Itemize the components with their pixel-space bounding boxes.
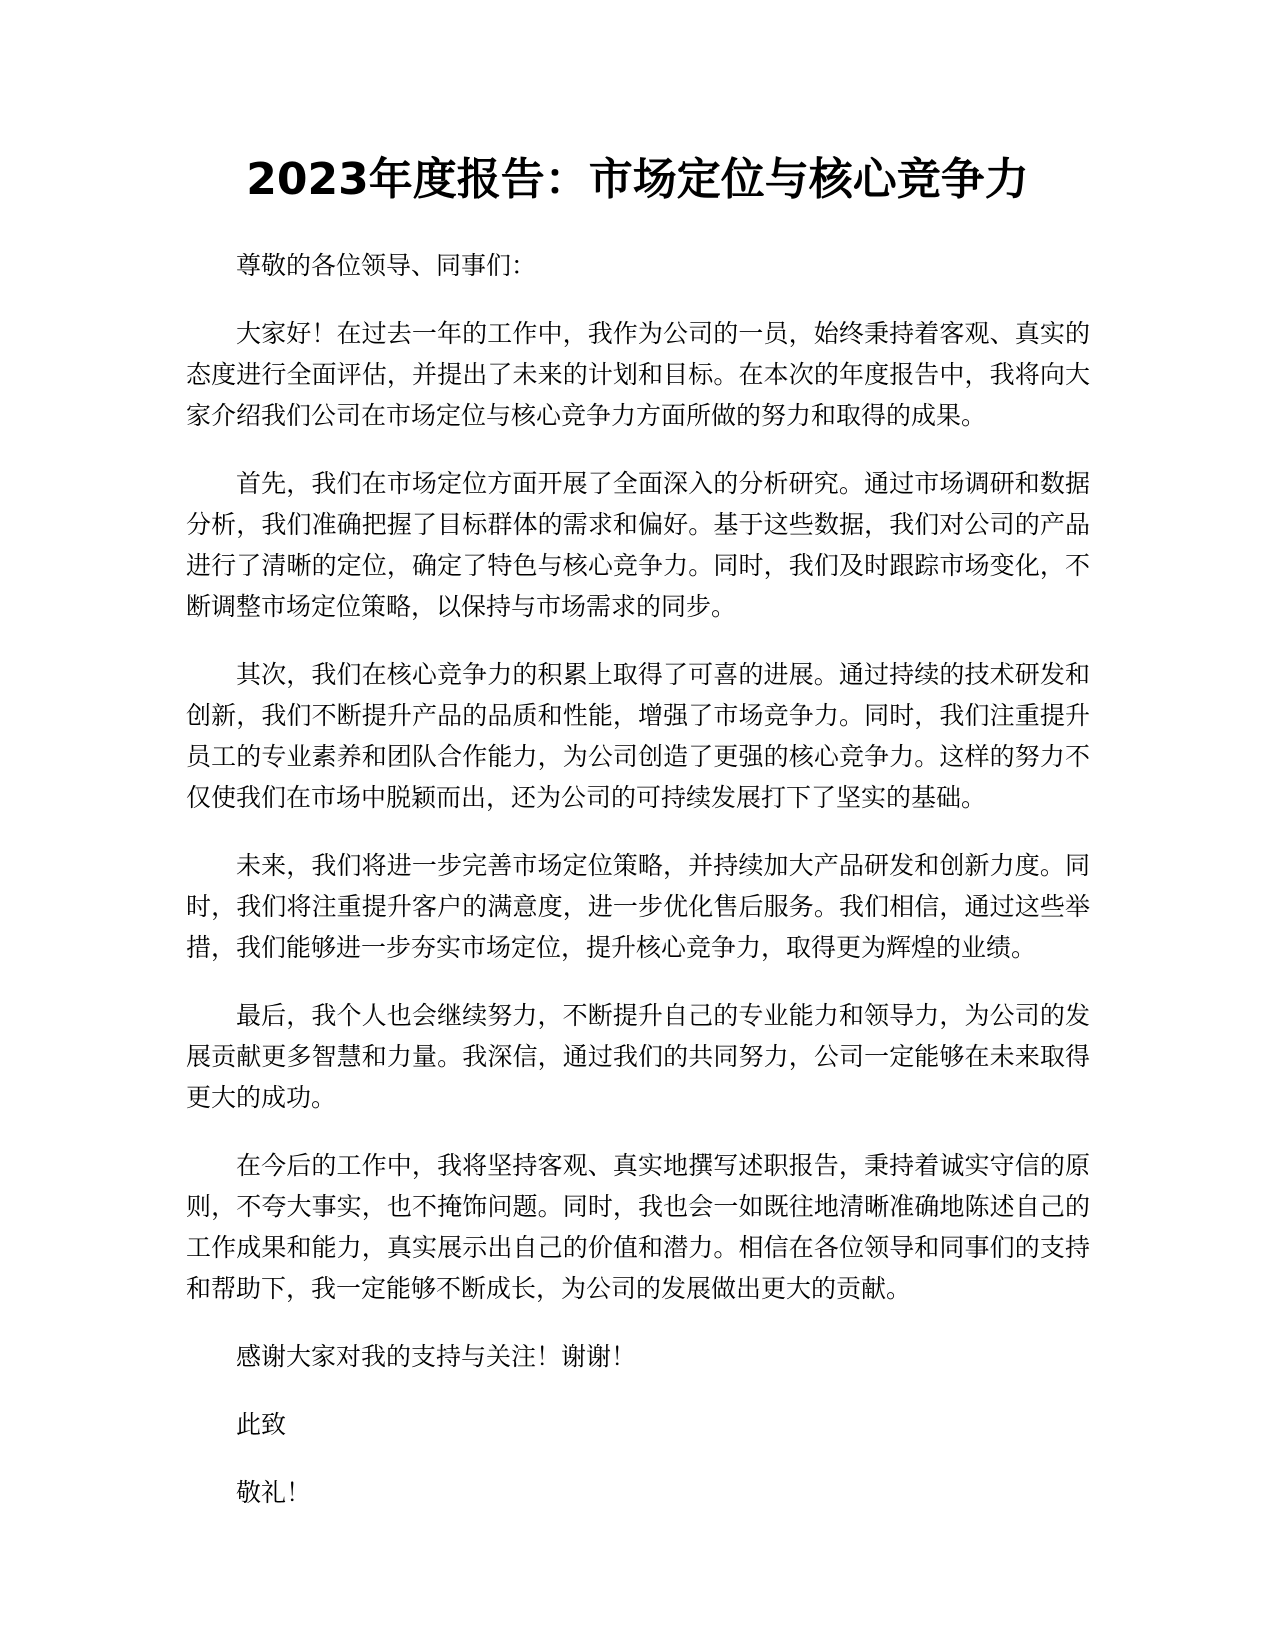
closing-line-1: 此致 — [236, 1410, 287, 1439]
paragraph-4: 未来，我们将进一步完善市场定位策略，并持续加大产品研发和创新力度。同时，我们将注重提升客户的满意度，进一步优化售后服务。我们相信，通过这些举措，我们能够进一步夯实市场定位，提升核心竞争力，取得更为辉煌的业绩。 — [186, 851, 1090, 962]
paragraph-2: 首先，我们在市场定位方面开展了全面深入的分析研究。通过市场调研和数据分析，我们准确把握了目标群体的需求和偏好。基于这些数据，我们对公司的产品进行了清晰的定位，确定了特色与核心竞争力。同时，我们及时跟踪市场变化，不断调整市场定位策略，以保持与市场需求的同步。 — [186, 469, 1090, 621]
document-body — [186, 245, 1090, 1540]
paragraph-6: 在今后的工作中，我将坚持客观、真实地撰写述职报告，秉持着诚实守信的原则，不夸大事实，也不掩饰问题。同时，我也会一如既往地清晰准确地陈述自己的工作成果和能力，真实展示出自己的价值和潜力。相信在各位领导和同事们的支持和帮助下，我一定能够不断成长，为公司的发展做出更大的贡献。 — [186, 1151, 1090, 1303]
paragraph-5: 最后，我个人也会继续努力，不断提升自己的专业能力和领导力，为公司的发展贡献更多智慧和力量。我深信，通过我们的共同努力，公司一定能够在未来取得更大的成功。 — [186, 1001, 1090, 1112]
closing-line-2: 敬礼！ — [236, 1478, 312, 1507]
document-title: 2023年度报告：市场定位与核心竞争力 — [246, 154, 1029, 205]
paragraph-1: 大家好！在过去一年的工作中，我作为公司的一员，始终秉持着客观、真实的态度进行全面评估，并提出了未来的计划和目标。在本次的年度报告中，我将向大家介绍我们公司在市场定位与核心竞争力方面所做的努力和取得的成果。 — [186, 319, 1090, 430]
thanks-line: 感谢大家对我的支持与关注！谢谢！ — [236, 1342, 637, 1371]
paragraph-3: 其次，我们在核心竞争力的积累上取得了可喜的进展。通过持续的技术研发和创新，我们不断提升产品的品质和性能，增强了市场竞争力。同时，我们注重提升员工的专业素养和团队合作能力，为公司创造了更强的核心竞争力。这样的努力不仅使我们在市场中脱颖而出，还为公司的可持续发展打下了坚实的基础。 — [186, 660, 1090, 812]
greeting: 尊敬的各位领导、同事们： — [236, 251, 537, 280]
